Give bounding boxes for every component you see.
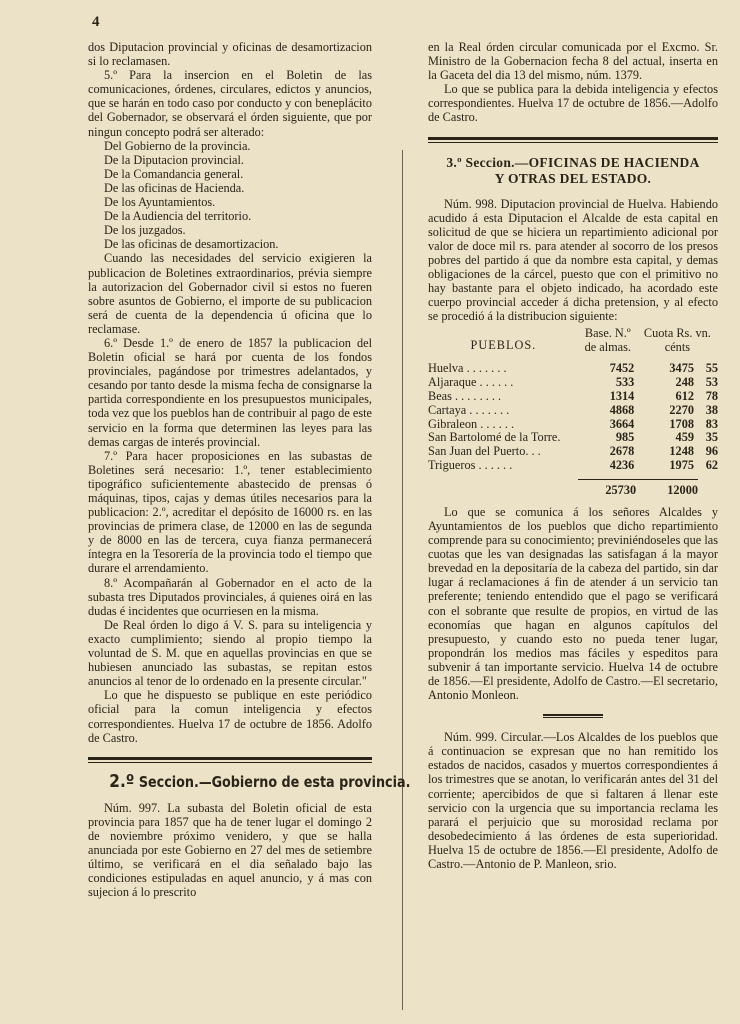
section-2-heading (109, 770, 411, 792)
paragraph: Núm. 999. Circular.—Los Alcaldes de los pueblos que á continuacion se expresan que no han remitido los estados de nacidos, casados y muertos correspondientes á los trimestres que se anotan, lo verificarán antes del 31 del corriente; apercibidos de que si faltaren á llenar este servicio con la urgencia que su importancia reclama les parará el perjuicio que su morosidad reclama por desobedecimiento á las órdenes de esta superioridad. Huelva 15 de octubre de 1856.—El presidente, Adolfo de Castro.—Antonio de P. Manleon, srio. (428, 730, 718, 872)
table-row (428, 459, 718, 473)
town-cuota-rs: 3475 (669, 361, 694, 376)
town-name: San Juan del Puerto. . . (428, 444, 541, 459)
header-cuota: Cuota Rs. vn. cénts (643, 326, 711, 354)
list-item: De los Ayuntamientos. (104, 195, 216, 210)
town-cuota-rs: 1248 (669, 444, 694, 459)
table-row (428, 404, 718, 418)
paragraph: 5.º Para la insercion en el Boletin de las comunicaciones, órdenes, circulares, edictos y anuncios, que se harán en todo caso por conducto y con beneplácito del Gobernador, se observará el órden siguiente, que por ningun concepto podrá ser alterado: (88, 68, 372, 139)
page-number: 4 (92, 14, 100, 30)
table-row (428, 376, 718, 390)
list-item: De los juzgados. (104, 223, 186, 238)
section-rule (428, 137, 718, 143)
right-column (428, 40, 718, 871)
paragraph: 8.º Acompañarán al Gobernador en el acto de la subasta tres Diputados provinciales, á quienes oirá en las dudas é incidentes que ocurriesen en la misma. (88, 575, 372, 618)
town-cuota-rs: 459 (675, 430, 694, 445)
town-cuota-cts: 53 (705, 375, 718, 390)
order-list (88, 139, 372, 252)
town-cuota-rs: 248 (675, 375, 694, 390)
town-cuota-cts: 96 (705, 444, 718, 459)
section-rule (88, 757, 372, 763)
left-column (88, 40, 411, 900)
town-base: 2678 (609, 444, 635, 459)
separator-rule (543, 714, 603, 718)
town-cuota-cts: 83 (705, 416, 718, 431)
town-cuota-cts: 62 (705, 457, 718, 472)
town-cuota-rs: 1975 (669, 457, 694, 472)
header-pueblos: PUEBLOS. (470, 338, 537, 353)
paragraph: Núm. 998. Diputacion provincial de Huelva. Habiendo acudido á esta Diputacion el Alcalde de esta capital en solicitud de que se hiciera un repartimiento adicional por valor de doce mil rs. para atender al socorro de los presos pobres del partido á que da nombre esta capital, y demas obligaciones de la cárcel, puesto que con el primitivo no hay bastante para el objeto indicado, ha acordado este cuerpo provincial acceder á dicha pretension, y al efecto se procedió á la distribucion siguiente: (428, 196, 718, 324)
town-cuota-cts: 55 (705, 361, 718, 376)
paragraph: Cuando las necesidades del servicio exigieren la publicacion de Boletines extraordinarios, prévia siempre la autorizacion del Gobernador civil si estos no fueren sobre asuntos de Gobierno, el importe de su publicacion será de cuenta de la dependencia ú oficina que lo reclamase. (88, 251, 372, 336)
table-row (428, 390, 718, 404)
town-name: San Bartolomé de la Torre. (428, 430, 561, 445)
section-3-title-line1: 3.º Seccion.—OFICINAS DE HACIENDA (446, 154, 700, 170)
town-cuota-cts: 78 (705, 389, 718, 403)
total-base: 25730 (605, 482, 637, 497)
total-cuota: 12000 (667, 482, 698, 497)
town-name: Cartaya . . . . . . . (428, 402, 510, 417)
section-2-title: Seccion.—Gobierno de esta provincia. (138, 772, 411, 791)
town-base: 3664 (609, 416, 635, 431)
town-name: Aljaraque . . . . . . (428, 375, 514, 390)
section-3-title-line2: Y OTRAS DEL ESTADO. (494, 170, 652, 186)
column-divider (402, 150, 403, 1010)
table-row (428, 445, 718, 459)
town-base: 985 (615, 430, 635, 445)
list-item: De las oficinas de Hacienda. (104, 180, 245, 195)
list-item: De la Comandancia general. (104, 166, 244, 181)
town-base: 1314 (609, 389, 635, 403)
town-cuota-rs: 612 (675, 389, 694, 403)
town-base: 4236 (609, 457, 635, 472)
town-name: Trigueros . . . . . . (428, 457, 513, 472)
section-3-heading (428, 155, 718, 187)
list-item: Del Gobierno de la provincia. (104, 138, 251, 153)
paragraph: 6.º Desde 1.º de enero de 1857 la publicacion del Boletin oficial se hará por cuenta de los fondos provinciales, pagándose por trimestres adelantados, y cesando por tanto desde la misma fecha de consignarse la partida correspondiente en los presupuestos municipales, toda vez que los pueblos han de contribuir al pago de este servicio en la forma que determinen las leyes para las demas cargas de interés provincial. (88, 335, 372, 449)
distribution-table-header (428, 327, 718, 354)
town-cuota-cts: 35 (705, 430, 718, 445)
town-name: Gibraleon . . . . . . (428, 416, 515, 431)
town-name: Beas . . . . . . . . (428, 389, 502, 403)
distribution-totals (578, 479, 698, 497)
table-row (428, 418, 718, 432)
table-row (428, 431, 718, 445)
town-cuota-rs: 2270 (669, 402, 694, 417)
town-cuota-cts: 38 (705, 402, 718, 417)
list-item: De la Audiencia del territorio. (104, 209, 252, 224)
paragraph: en la Real órden circular comunicada por el Excmo. Sr. Ministro de la Gobernacion fecha 8 del actual, inserta en la Gaceta del dia 13 del mismo, núm. 1379. (428, 40, 718, 83)
paragraph: 7.º Para hacer proposiciones en las subastas de Boletines será necesario: 1.º, tener establecimiento tipográfico suficientemente abastecido de prensas ó máquinas, tipos, cajas y demas útiles necesarios para la publicacion: 2.º, acreditar el depósito de 16000 rs. en las provincias de primera clase, de 12000 en las de segunda y de 8000 en las de tercera, cuya fianza permanecerá íntegra en la Tesorería de la provincia todo el tiempo que durare el arrendamiento. (88, 448, 372, 576)
paragraph: Núm. 997. La subasta del Boletin oficial de esta provincia para 1857 que ha de tener lugar el domingo 2 de noviembre próximo venidero, y que se halla anunciada por este Gobierno en 27 del mes de setiembre último, se verificará en el dia señalado bajo las condiciones estipuladas en aquel anuncio, y á mas con sujecion á lo prescrito (88, 800, 372, 900)
paragraph: Lo que se comunica á los señores Alcaldes y Ayuntamientos de los pueblos que dicho repartimiento comprende para su conocimiento; previniéndoseles que las cuotas que les van designadas las satisfagan á la mayor brevedad en la depositaría de la cabeza del partido, sin dar lugar á reclamaciones á fin de atender á un servicio tan preferente; teniendo entendido que el pago se verificará con el sobrante que resulte de propios, en virtud de las economías que hagan en algunos capítulos del presupuesto, y cuando esto no pueda tener lugar, propondrán los medios mas fáciles y espeditos para subvenir á tan importante servicio. Huelva 14 de octubre de 1856.—El presidente, Adolfo de Castro.—El secretario, Antonio Monleon. (428, 504, 718, 703)
paragraph: Lo que he dispuesto se publique en este periódico oficial para la comun inteligencia y efectos correspondientes. Huelva 17 de octubre de 1856. Adolfo de Castro. (88, 688, 372, 745)
section-2-number: 2.º (109, 770, 135, 792)
header-base: Base. N.º de almas. (584, 326, 632, 354)
list-item: De las oficinas de desamortizacion. (104, 237, 279, 252)
paragraph: De Real órden lo digo á V. S. para su inteligencia y exacto cumplimiento; siendo al propio tiempo la voluntad de S. M. que en aquellas provincias en que se hubiesen anunciado las subastas, se repitan estos anuncios al tenor de lo ordenado en la presente circular." (88, 617, 372, 689)
town-base: 4868 (609, 402, 635, 417)
list-item: De la Diputacion provincial. (104, 152, 245, 167)
paragraph: Lo que se publica para la debida inteligencia y efectos correspondientes. Huelva 17 de octubre de 1856.—Adolfo de Castro. (428, 82, 718, 125)
town-base: 533 (615, 375, 635, 390)
paragraph: dos Diputacion provincial y oficinas de desamortizacion si lo reclamasen. (88, 40, 372, 69)
table-row (428, 362, 718, 376)
distribution-table (428, 362, 718, 472)
town-cuota-rs: 1708 (669, 416, 694, 431)
town-base: 7452 (609, 361, 635, 376)
town-name: Huelva . . . . . . . (428, 361, 507, 376)
